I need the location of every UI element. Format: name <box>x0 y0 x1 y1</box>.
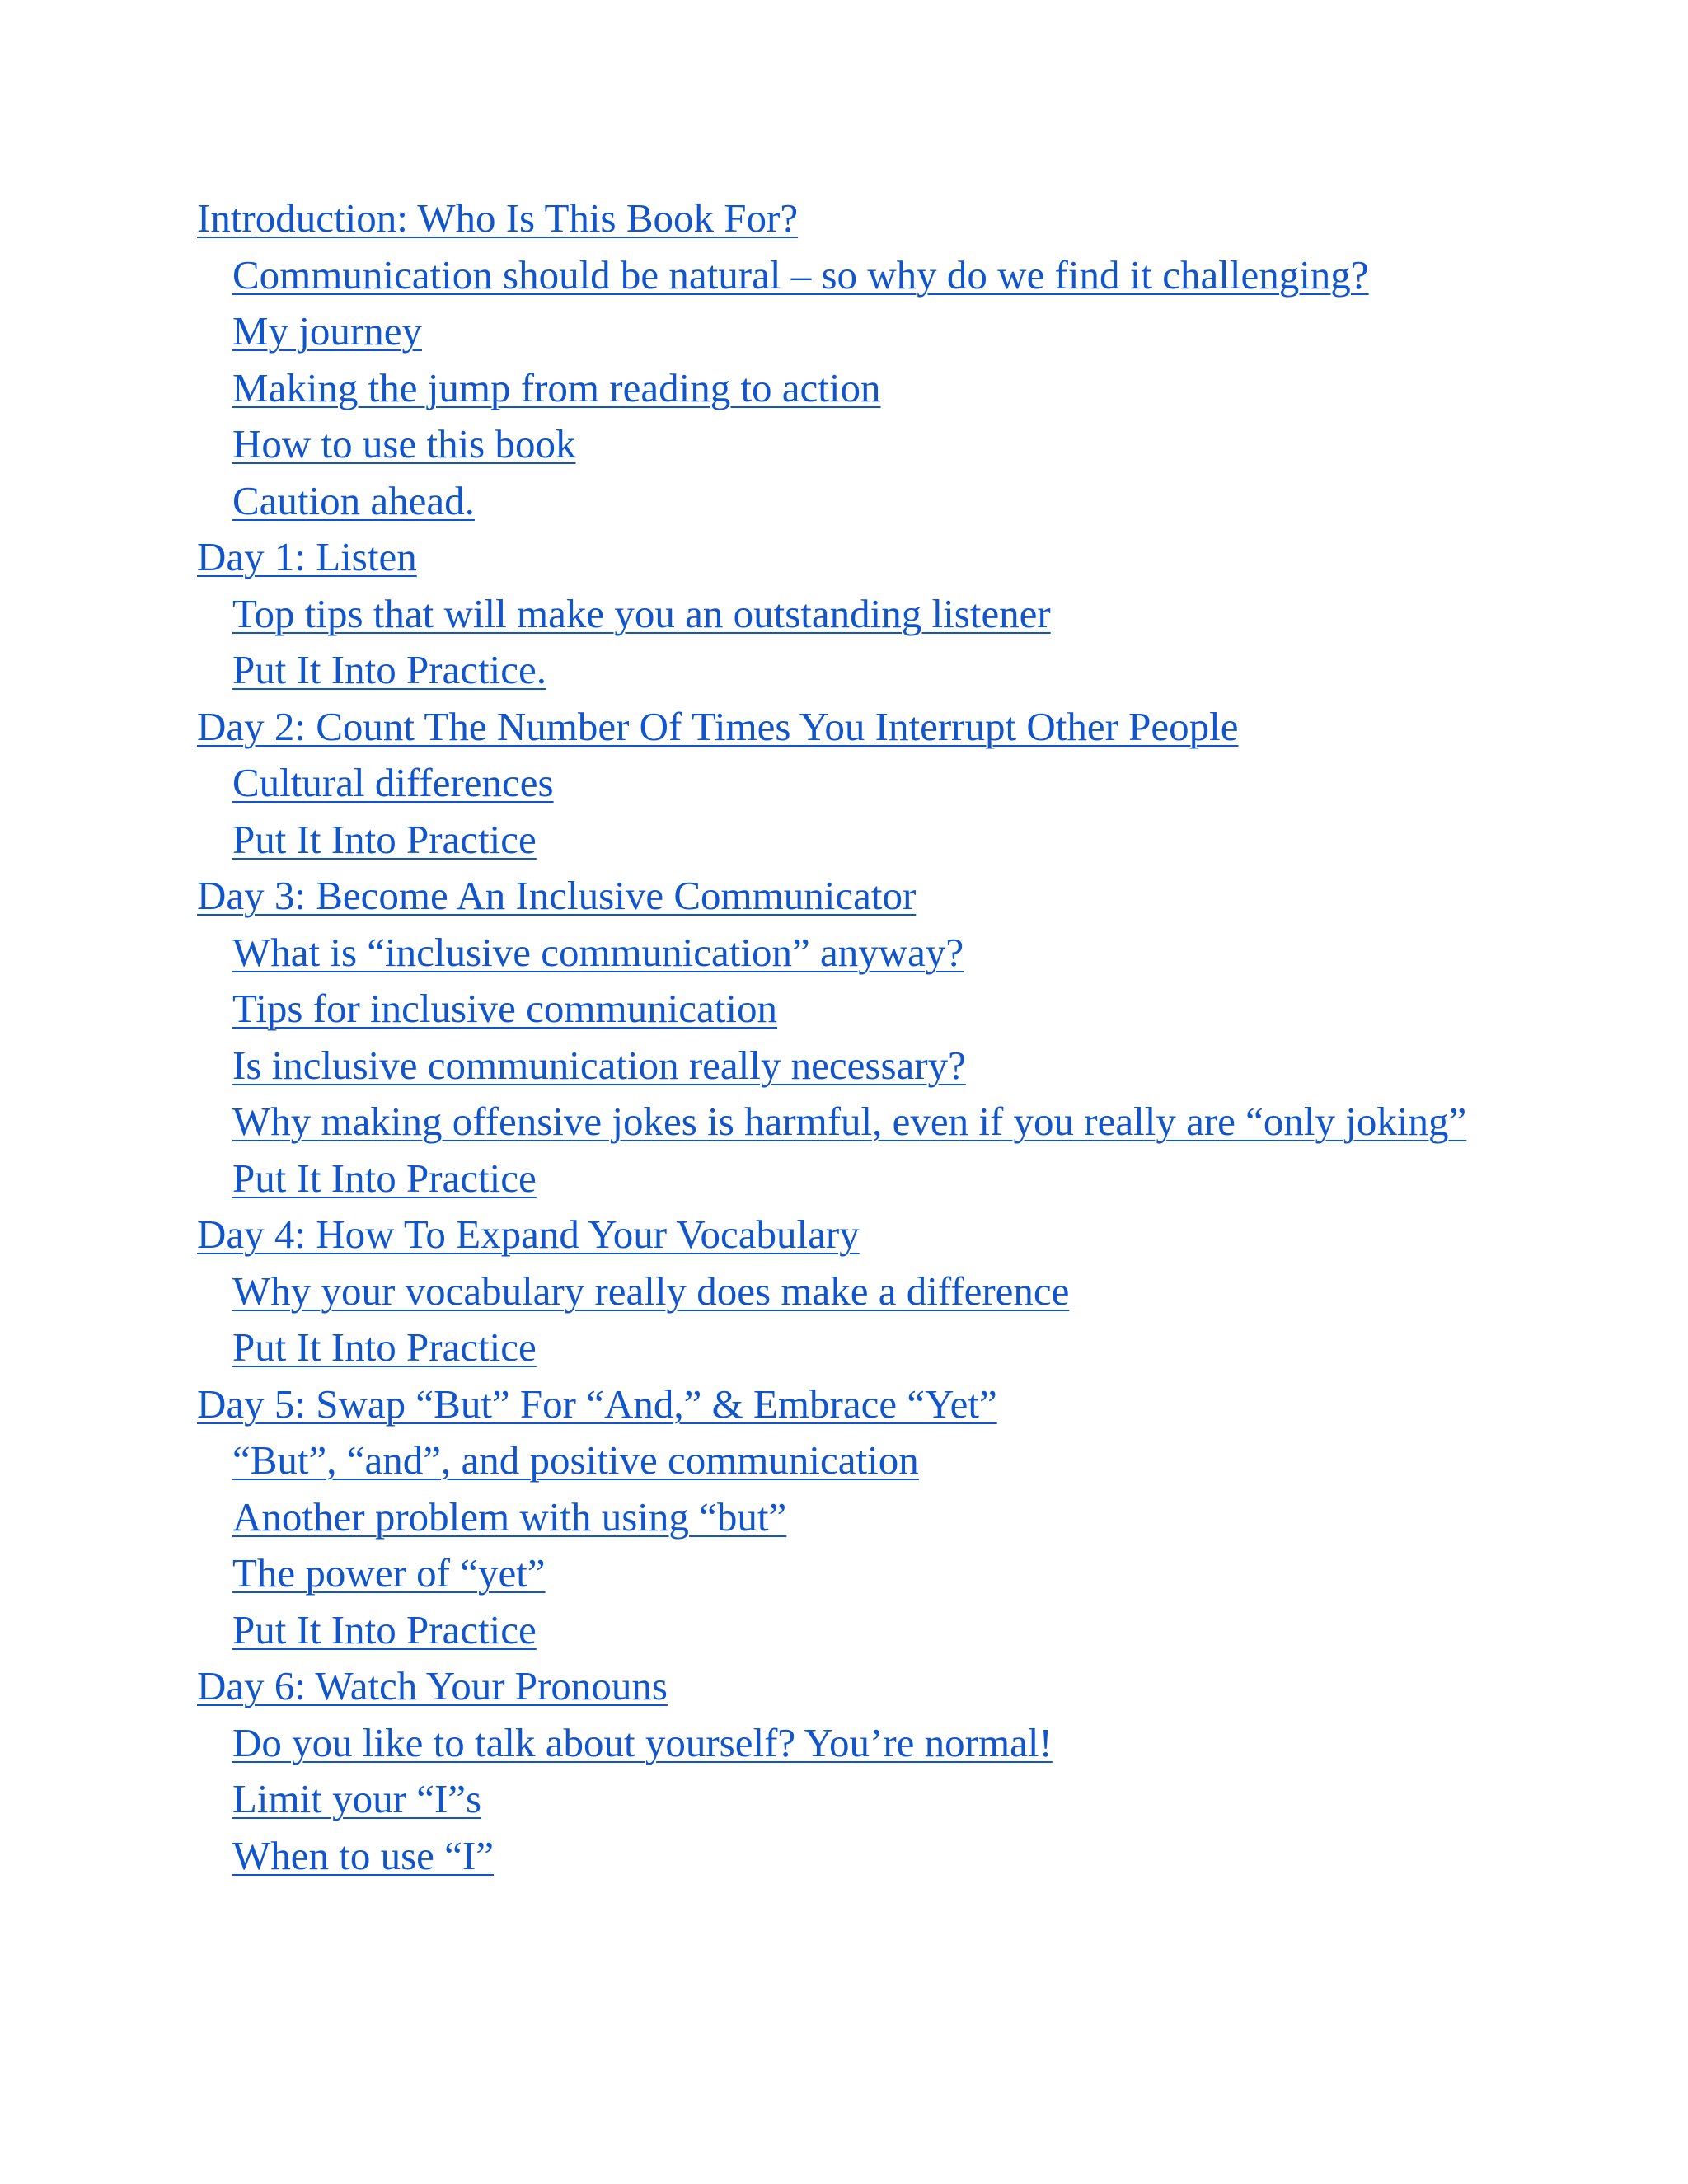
toc-subentry <box>197 1436 1483 1483</box>
toc-link-but-and-positive[interactable]: “But”, “and”, and positive communication <box>232 1437 919 1483</box>
toc-link-day-6[interactable]: Day 6: Watch Your Pronouns <box>197 1663 668 1708</box>
toc-link-tips-inclusive[interactable]: Tips for inclusive communication <box>232 986 777 1031</box>
toc-subentry <box>197 1324 1483 1371</box>
toc-entry-day-4 <box>197 1211 1483 1258</box>
toc-link-vocabulary-difference[interactable]: Why your vocabulary really does make a difference <box>232 1268 1070 1314</box>
toc-link-power-of-yet[interactable]: The power of “yet” <box>232 1550 546 1596</box>
toc-link-introduction[interactable]: Introduction: Who Is This Book For? <box>197 195 799 241</box>
toc-entry-day-1 <box>197 533 1483 580</box>
toc-subentry <box>197 1155 1483 1202</box>
toc-subentry <box>197 1493 1483 1540</box>
toc-link-day-1-practice[interactable]: Put It Into Practice. <box>232 647 547 692</box>
toc-subentry <box>197 1775 1483 1822</box>
toc-link-what-is-inclusive[interactable]: What is “inclusive communication” anyway? <box>232 929 964 975</box>
toc-subentry <box>197 985 1483 1032</box>
toc-subentry <box>197 1549 1483 1596</box>
toc-link-day-3[interactable]: Day 3: Become An Inclusive Communicator <box>197 873 917 918</box>
table-of-contents <box>197 194 1483 1879</box>
toc-subentry <box>197 420 1483 467</box>
toc-link-cultural-differences[interactable]: Cultural differences <box>232 760 554 805</box>
toc-link-problem-with-but[interactable]: Another problem with using “but” <box>232 1493 787 1540</box>
toc-entry-introduction <box>197 194 1483 241</box>
toc-link-day-2-practice[interactable]: Put It Into Practice <box>232 816 537 862</box>
toc-entry-day-3 <box>197 872 1483 919</box>
toc-subentry <box>197 816 1483 863</box>
toc-link-day-5[interactable]: Day 5: Swap “But” For “And,” & Embrace “Yet” <box>197 1380 997 1427</box>
toc-subentry <box>197 646 1483 693</box>
toc-subentry <box>197 1042 1483 1089</box>
toc-entry-day-5 <box>197 1380 1483 1427</box>
toc-subentry <box>197 590 1483 637</box>
toc-link-caution-ahead[interactable]: Caution ahead. <box>232 477 475 523</box>
toc-entry-day-6 <box>197 1662 1483 1709</box>
toc-link-day-2[interactable]: Day 2: Count The Number Of Times You Interrupt Other People <box>197 703 1239 749</box>
toc-link-communication-natural[interactable]: Communication should be natural – so why do we find it challenging? <box>232 251 1369 298</box>
toc-subentry <box>197 1719 1483 1766</box>
toc-entry-day-2 <box>197 703 1483 750</box>
toc-link-my-journey[interactable]: My journey <box>232 308 422 354</box>
toc-subentry <box>197 929 1483 976</box>
toc-link-when-to-use-i[interactable]: When to use “I” <box>232 1832 494 1878</box>
toc-subentry <box>197 364 1483 411</box>
toc-subentry <box>197 307 1483 354</box>
toc-link-day-5-practice[interactable]: Put It Into Practice <box>232 1606 537 1652</box>
toc-link-day-4[interactable]: Day 4: How To Expand Your Vocabulary <box>197 1212 860 1257</box>
toc-link-inclusive-necessary[interactable]: Is inclusive communication really necessary? <box>232 1042 966 1088</box>
toc-link-day-4-practice[interactable]: Put It Into Practice <box>232 1324 537 1370</box>
toc-link-day-3-practice[interactable]: Put It Into Practice <box>232 1155 537 1201</box>
toc-subentry <box>197 1606 1483 1653</box>
toc-subentry <box>197 759 1483 806</box>
toc-subentry <box>197 477 1483 524</box>
toc-link-making-the-jump[interactable]: Making the jump from reading to action <box>232 364 881 410</box>
toc-link-offensive-jokes[interactable]: Why making offensive jokes is harmful, even if you really are “only joking” <box>232 1099 1467 1144</box>
toc-link-day-1[interactable]: Day 1: Listen <box>197 534 417 579</box>
toc-link-how-to-use[interactable]: How to use this book <box>232 421 576 466</box>
toc-subentry <box>197 1268 1483 1315</box>
toc-link-top-tips-listener[interactable]: Top tips that will make you an outstanding listener <box>232 590 1051 636</box>
toc-subentry <box>197 1832 1483 1879</box>
toc-subentry <box>197 251 1483 298</box>
toc-link-talk-about-yourself[interactable]: Do you like to talk about yourself? You’re normal! <box>232 1719 1053 1765</box>
toc-subentry <box>197 1098 1483 1145</box>
toc-link-limit-your-is[interactable]: Limit your “I”s <box>232 1776 482 1821</box>
